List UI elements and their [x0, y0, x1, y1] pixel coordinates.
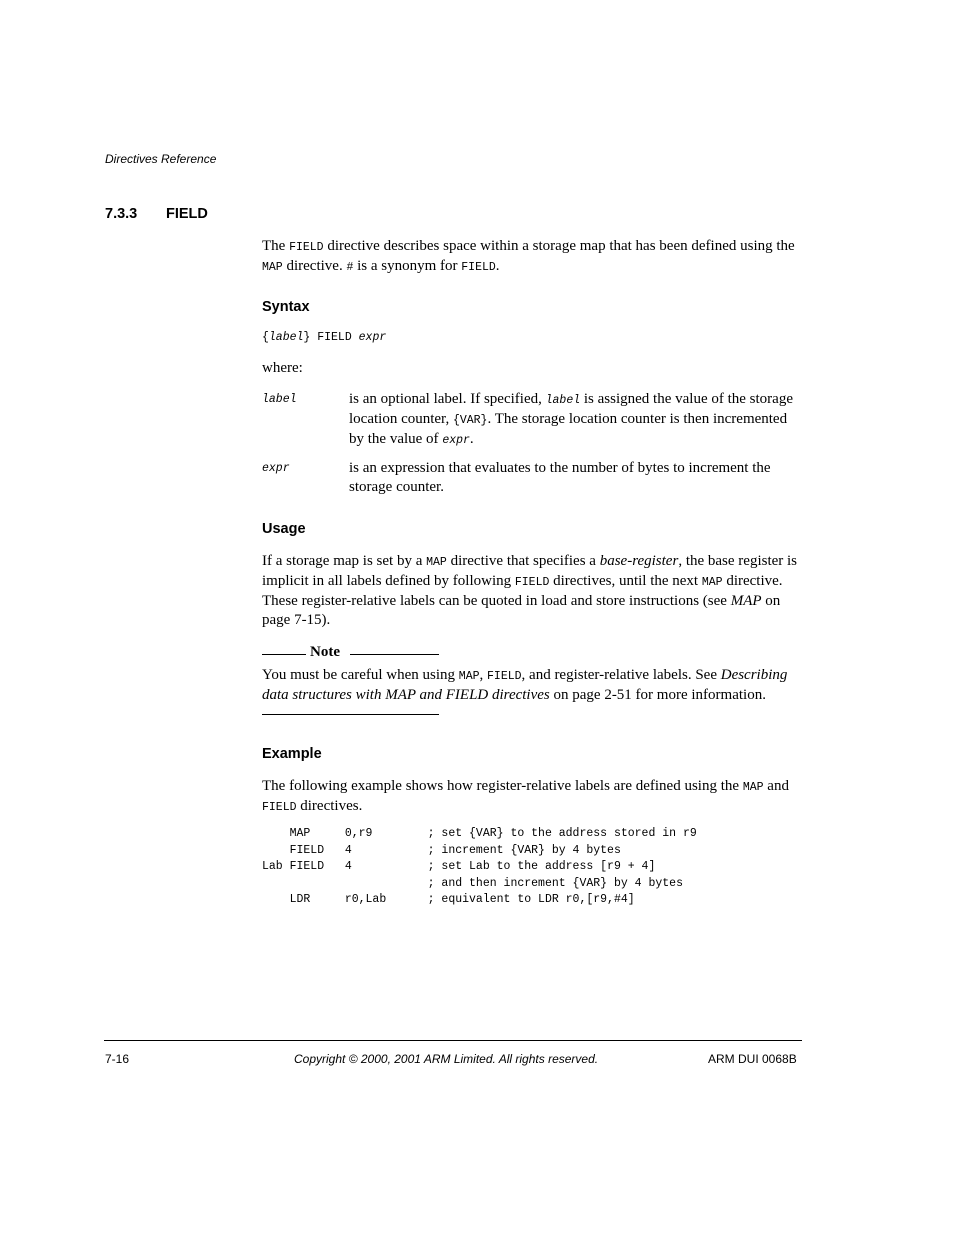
inline-code: FIELD	[514, 576, 550, 589]
intro-text: .	[495, 258, 500, 274]
note-rule-right	[350, 654, 439, 655]
section-number: 7.3.3	[105, 206, 138, 222]
param-text: .	[469, 431, 474, 447]
usage-heading: Usage	[262, 521, 306, 537]
intro-text: The	[262, 238, 290, 254]
where-text: where:	[262, 360, 303, 376]
example-paragraph	[262, 777, 802, 817]
syntax-line	[262, 331, 386, 344]
param-label-description	[349, 390, 801, 450]
inline-code: expr	[442, 434, 470, 447]
inline-code: MAP	[426, 556, 447, 569]
intro-text: directive describes space within a storage map that has been defined using the	[323, 238, 795, 254]
inline-code: FIELD	[487, 670, 522, 683]
param-text: is an optional label. If specified,	[349, 391, 546, 407]
intro-text: is a synonym for	[353, 258, 462, 274]
section-heading	[105, 206, 208, 222]
inline-code: label	[545, 394, 581, 407]
example-code-block: MAP 0,r9 ; set {VAR} to the address stored in r9 FIELD 4 ; increment {VAR} by 4 bytes Lab FIELD 4 ; set Lab to the address [r9 + 4] ; and then increment {VAR} by 4 bytes LDR r0,Lab ; equivalent to LDR r0,[r9,#4]	[262, 827, 697, 906]
copyright-notice: Copyright © 2000, 2001 ARM Limited. All rights reserved.	[294, 1052, 599, 1066]
intro-text: directive.	[282, 258, 347, 274]
inline-code: FIELD	[289, 241, 324, 254]
usage-text: directive that specifies a	[446, 553, 600, 569]
param-expr-description: is an expression that evaluates to the number of bytes to increment the storage counter.	[349, 460, 771, 495]
cross-reference: Describing data structures with MAP and FIELD directives	[262, 667, 788, 703]
usage-paragraph	[262, 552, 802, 630]
italic-term: base-register	[599, 553, 679, 569]
section-title: FIELD	[166, 206, 208, 222]
note-text: You must be careful when using	[262, 667, 459, 683]
note-rule-left	[262, 654, 306, 655]
usage-text: If a storage map is set by a	[262, 553, 427, 569]
inline-code: FIELD	[461, 261, 496, 274]
note-heading: Note	[310, 644, 340, 660]
inline-code: FIELD	[262, 801, 297, 814]
note-paragraph	[262, 666, 802, 705]
param-text: is assigned the value of the storage location counter,	[349, 391, 793, 427]
inline-code: MAP	[458, 670, 480, 683]
inline-code: MAP	[262, 261, 283, 274]
cross-reference: MAP	[730, 593, 762, 609]
syntax-label: label	[268, 331, 304, 344]
usage-text: directives, until the next	[549, 573, 702, 589]
note-text: , and register-relative labels. See	[521, 667, 721, 683]
page-number: 7-16	[105, 1052, 130, 1066]
syntax-expr: expr	[358, 331, 387, 344]
inline-code: MAP	[701, 576, 723, 589]
inline-code: #	[346, 261, 354, 274]
syntax-brace: {	[262, 331, 269, 344]
example-text: directives.	[296, 798, 363, 814]
usage-text: , the base register is implicit in all labels defined by following	[262, 553, 798, 589]
inline-code: MAP	[742, 781, 764, 794]
intro-paragraph	[262, 237, 802, 277]
document-id: ARM DUI 0068B	[708, 1052, 797, 1066]
param-label-term: label	[262, 393, 297, 406]
inline-code: {VAR}	[452, 414, 488, 427]
footer-rule	[104, 1040, 802, 1041]
note-text: ,	[479, 667, 488, 683]
running-header: Directives Reference	[105, 152, 217, 166]
example-text: and	[763, 778, 789, 794]
syntax-keyword: } FIELD	[303, 331, 359, 344]
note-text: on page 2-51 for more information.	[549, 687, 766, 703]
note-rule-bottom	[262, 714, 439, 715]
param-expr-term: expr	[262, 462, 290, 475]
syntax-heading: Syntax	[262, 299, 310, 315]
example-text: The following example shows how register-relative labels are defined using the	[262, 778, 743, 794]
usage-text: on page 7-15).	[262, 593, 781, 628]
example-heading: Example	[262, 746, 322, 762]
param-text: . The storage location counter is then incremented by the value of	[349, 411, 788, 447]
usage-text: directive. These register-relative labels can be quoted in load and store instructions (see	[262, 573, 783, 609]
